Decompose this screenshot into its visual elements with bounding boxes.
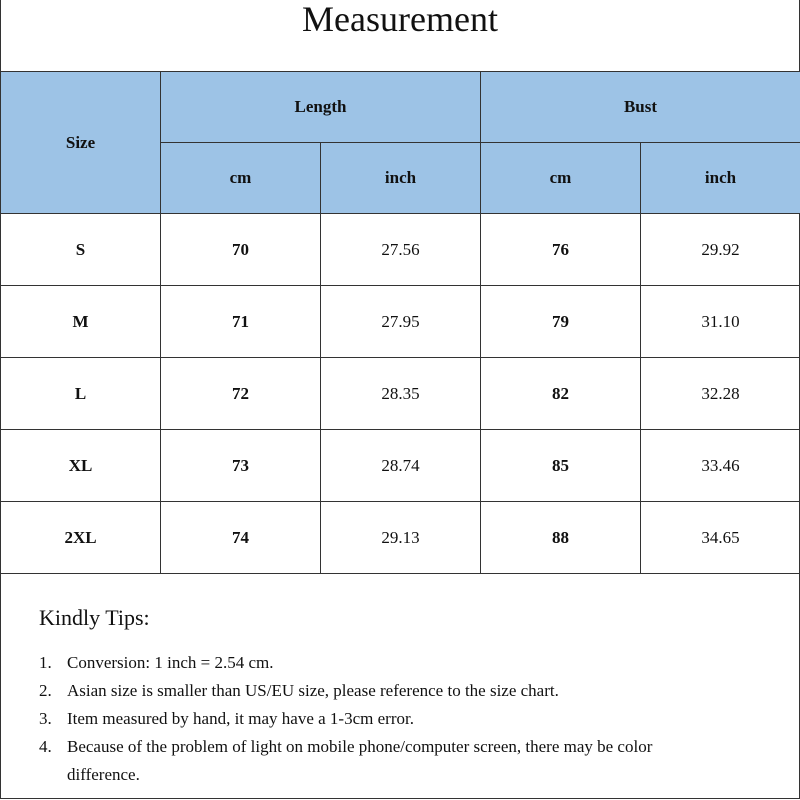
cell-bust-inch: 32.28 — [641, 358, 800, 430]
size-chart-table — [0, 71, 800, 574]
list-item — [39, 733, 687, 789]
cell-bust-cm: 82 — [481, 358, 641, 430]
header-size: Size — [1, 72, 161, 214]
cell-length-inch: 29.13 — [321, 502, 481, 574]
cell-length-inch: 27.95 — [321, 286, 481, 358]
cell-length-cm: 72 — [161, 358, 321, 430]
table-row — [1, 358, 800, 430]
cell-bust-inch: 34.65 — [641, 502, 800, 574]
cell-size: 2XL — [1, 502, 161, 574]
page-title: Measurement — [302, 0, 498, 39]
tips-section — [39, 603, 779, 789]
list-item-text: Item measured by hand, it may have a 1-3cm error. — [67, 709, 414, 728]
list-item-number: 1. — [39, 653, 52, 672]
list-item — [39, 677, 687, 705]
header-bust: Bust — [481, 72, 800, 143]
list-item-text: Asian size is smaller than US/EU size, please reference to the size chart. — [67, 681, 559, 700]
cell-length-cm: 70 — [161, 214, 321, 286]
cell-length-inch: 27.56 — [321, 214, 481, 286]
header-length: Length — [161, 72, 481, 143]
cell-size: M — [1, 286, 161, 358]
cell-size: S — [1, 214, 161, 286]
cell-bust-cm: 85 — [481, 430, 641, 502]
header-bust-cm: cm — [481, 143, 641, 214]
tips-list — [39, 649, 779, 789]
cell-length-cm: 74 — [161, 502, 321, 574]
cell-size: L — [1, 358, 161, 430]
cell-bust-inch: 31.10 — [641, 286, 800, 358]
cell-bust-inch: 29.92 — [641, 214, 800, 286]
cell-size: XL — [1, 430, 161, 502]
cell-length-inch: 28.35 — [321, 358, 481, 430]
list-item-text: Because of the problem of light on mobile phone/computer screen, there may be color difference. — [67, 737, 653, 784]
list-item — [39, 649, 687, 677]
table-row — [1, 430, 800, 502]
cell-length-inch: 28.74 — [321, 430, 481, 502]
header-length-inch: inch — [321, 143, 481, 214]
cell-length-cm: 71 — [161, 286, 321, 358]
cell-bust-inch: 33.46 — [641, 430, 800, 502]
list-item-number: 3. — [39, 709, 52, 728]
list-item-number: 4. — [39, 737, 52, 756]
header-bust-inch: inch — [641, 143, 800, 214]
table-header-row — [1, 72, 800, 143]
table-row — [1, 502, 800, 574]
cell-bust-cm: 88 — [481, 502, 641, 574]
cell-length-cm: 73 — [161, 430, 321, 502]
cell-bust-cm: 76 — [481, 214, 641, 286]
table-row — [1, 214, 800, 286]
cell-bust-cm: 79 — [481, 286, 641, 358]
list-item-text: Conversion: 1 inch = 2.54 cm. — [67, 653, 274, 672]
tips-title: Kindly Tips: — [39, 605, 150, 630]
header-length-cm: cm — [161, 143, 321, 214]
list-item — [39, 705, 687, 733]
list-item-number: 2. — [39, 681, 52, 700]
table-row — [1, 286, 800, 358]
